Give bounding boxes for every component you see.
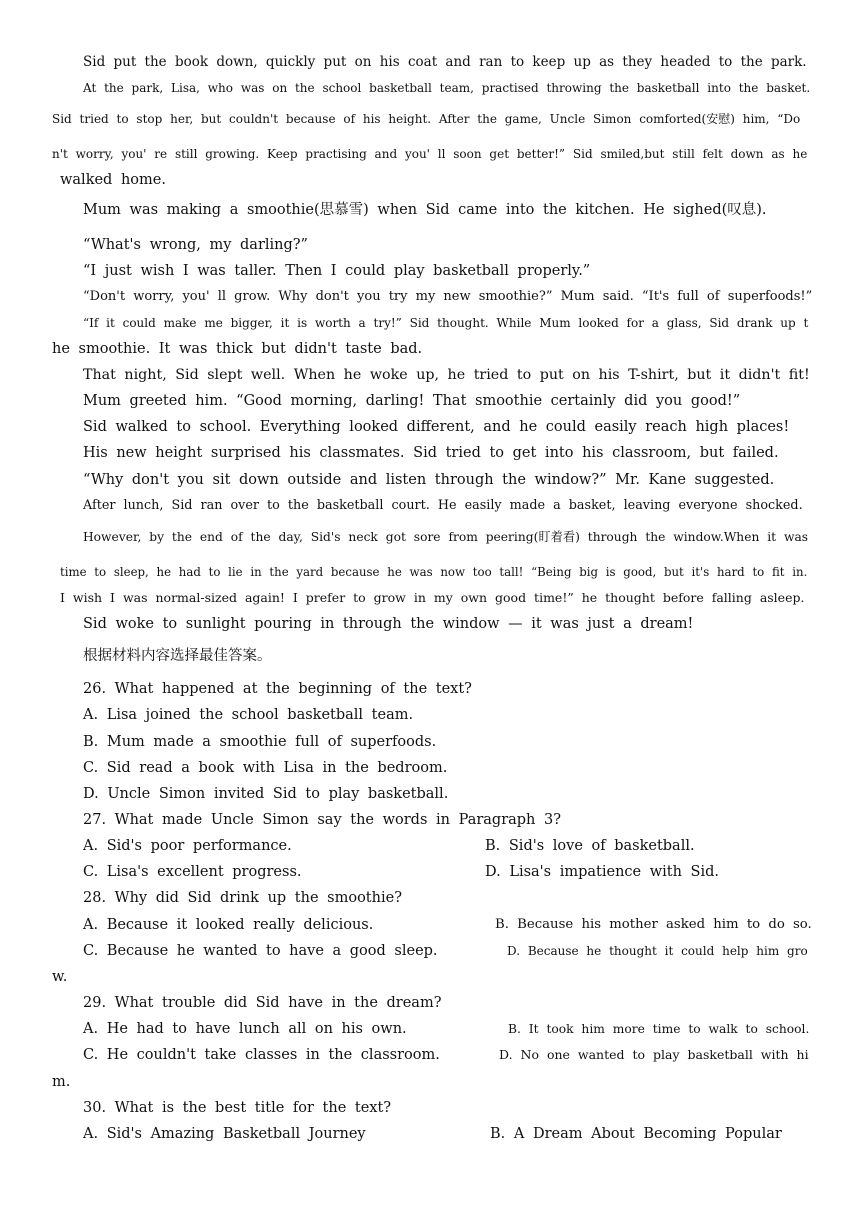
story-line: Sid walked to school. Everything looked different, and he could easily reach high places! (83, 419, 790, 435)
option-d-wrap: w. (52, 969, 68, 985)
story-line: he smoothie. It was thick but didn't taste bad. (52, 341, 423, 357)
option-a: A. He had to have lunch all on his own. (83, 1021, 407, 1037)
option-d-wrap: m. (52, 1074, 71, 1090)
option-b: B. Because his mother asked him to do so. (495, 917, 812, 932)
story-line: “What's wrong, my darling?” (83, 237, 308, 253)
story-line: walked home. (60, 172, 166, 188)
option-d: D. Uncle Simon invited Sid to play basketball. (83, 786, 449, 802)
story-line: Sid put the book down, quickly put on his coat and ran to keep up as they headed to the park. (83, 54, 807, 70)
option-d: D. Lisa's impatience with Sid. (485, 864, 720, 880)
option-d: D. No one wanted to play basketball with hi (499, 1047, 809, 1062)
story-line: After lunch, Sid ran over to the basketball court. He easily made a basket, leaving everyone shocked. (83, 498, 803, 513)
story-line: “Don't worry, you' ll grow. Why don't you try my new smoothie?” Mum said. “It's full of superfoods!” (83, 289, 813, 304)
question-stem: 29. What trouble did Sid have in the dream? (83, 995, 442, 1011)
story-line: Sid woke to sunlight pouring in through the window — it was just a dream! (83, 616, 694, 632)
story-line: time to sleep, he had to lie in the yard because he was now too tall! “Being big is good, but it's hard to fit in. (60, 565, 808, 579)
option-b: B. Mum made a smoothie full of superfoods. (83, 734, 437, 750)
story-line: “If it could make me bigger, it is worth a try!” Sid thought. While Mum looked for a glass, Sid drank up t (83, 316, 809, 330)
option-c: C. Lisa's excellent progress. (83, 864, 302, 880)
story-line: I wish I was normal-sized again! I prefer to grow in my own good time!” he thought before falling asleep. (60, 590, 805, 605)
option-a: A. Sid's Amazing Basketball Journey (83, 1126, 366, 1142)
story-line: His new height surprised his classmates. Sid tried to get into his classroom, but failed. (83, 445, 779, 461)
option-a: A. Sid's poor performance. (83, 838, 292, 854)
option-a: A. Because it looked really delicious. (83, 917, 374, 933)
story-line: However, by the end of the day, Sid's neck got sore from peering(盯着看) through the window.When it was (83, 530, 809, 544)
option-c: C. Sid read a book with Lisa in the bedroom. (83, 760, 448, 776)
option-b: B. A Dream About Becoming Popular (490, 1126, 782, 1142)
story-line: “I just wish I was taller. Then I could play basketball properly.” (83, 263, 591, 279)
option-d: D. Because he thought it could help him gro (507, 944, 808, 958)
story-line: That night, Sid slept well. When he woke up, he tried to put on his T-shirt, but it didn't fit! (83, 367, 810, 383)
question-stem: 30. What is the best title for the text? (83, 1100, 392, 1116)
story-line: n't worry, you' re still growing. Keep practising and you' ll soon get better!” Sid smiled,but still felt down as he (52, 147, 808, 161)
option-b: B. Sid's love of basketball. (485, 838, 695, 854)
story-line: Mum greeted him. “Good morning, darling! That smoothie certainly did you good!” (83, 393, 741, 409)
story-line: Mum was making a smoothie(思慕雪) when Sid came into the kitchen. He sighed(叹息). (83, 202, 767, 218)
section-instruction: 根据材料内容选择最佳答案。 (83, 648, 272, 664)
option-c: C. He couldn't take classes in the classroom. (83, 1047, 440, 1063)
story-line: “Why don't you sit down outside and listen through the window?” Mr. Kane suggested. (83, 472, 775, 488)
option-c: C. Because he wanted to have a good sleep. (83, 943, 438, 959)
story-line: At the park, Lisa, who was on the school basketball team, practised throwing the basketball into the basket. (83, 81, 811, 95)
option-b: B. It took him more time to walk to school. (508, 1022, 810, 1036)
question-stem: 28. Why did Sid drink up the smoothie? (83, 890, 402, 906)
question-stem: 26. What happened at the beginning of the text? (83, 681, 472, 697)
question-stem: 27. What made Uncle Simon say the words in Paragraph 3? (83, 812, 562, 828)
option-a: A. Lisa joined the school basketball team. (83, 707, 414, 723)
story-line: Sid tried to stop her, but couldn't because of his height. After the game, Uncle Simon comforted(安慰) him, “Do (52, 112, 801, 126)
